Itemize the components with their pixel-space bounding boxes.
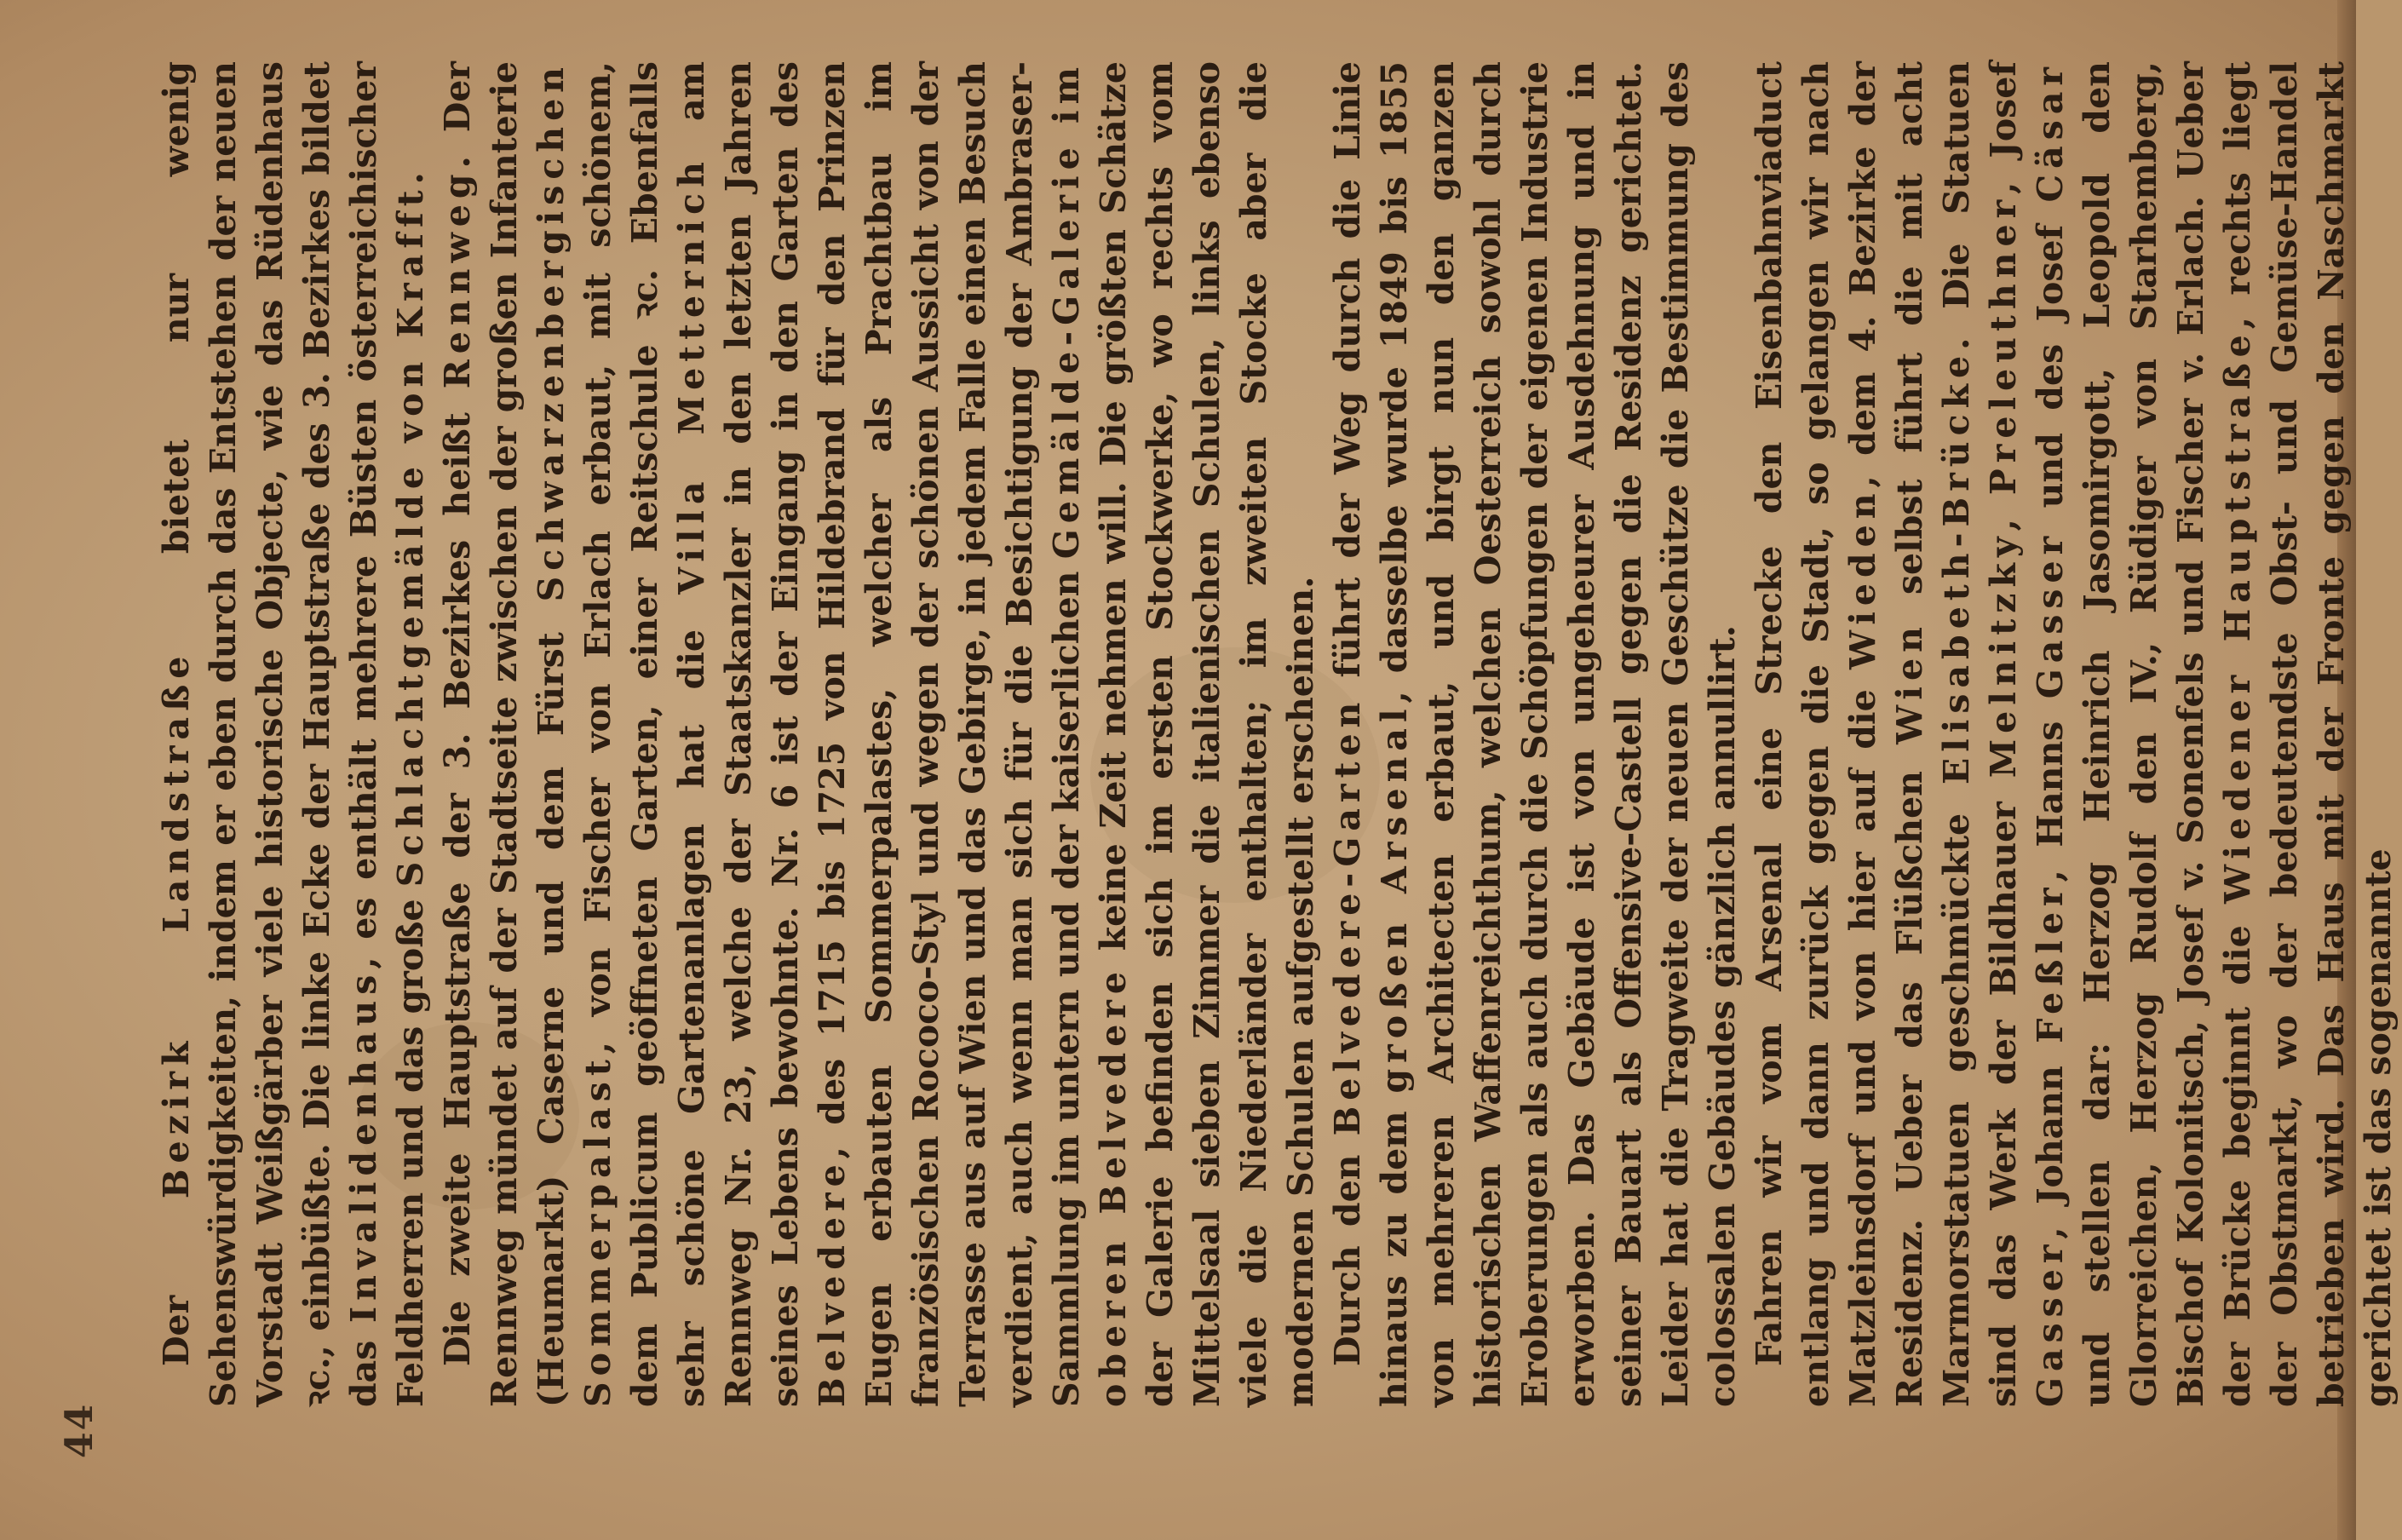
emphasized-text: Wiedener Hauptstraße xyxy=(2217,329,2258,904)
text-run: Fahren wir vom Arsenal eine Strecke den Eisenbahnviaduct entlang und dann zurück gegen die Stadt, so gelangen wir nach Matzleinsdorf und von hier auf die xyxy=(1749,61,1883,1407)
text-run: . Die Statuen sind das Werk der Bildhauer xyxy=(1936,61,2024,1407)
emphasized-text: Gemälde-Galerie im oberen Belvedere xyxy=(1046,61,1134,1407)
emphasized-text: Preleuthner xyxy=(1983,193,2024,496)
text-run: , Josef xyxy=(1983,61,2024,194)
text-run: , dem 4. Bezirke der Residenz. Ueber das Flüßchen xyxy=(1842,61,1930,1407)
text-run: und stellen dar: Herzog Heinrich Jasomirgott, Leopold den Glorreichen, Herzog Rudolf den IV., Rüdiger von Starhemberg, Bischof Kolonitsch, Josef v. Sonenfels und Fischer v. Erlach. Ueber der Brücke beginnt die xyxy=(2077,61,2258,1407)
text-run: am Rennweg Nr. 23, welche der Staatskanzler in den letzten Jahren seines Lebens bewohnte. Nr. 6 ist der Eingang in den Garten des xyxy=(671,61,806,1407)
emphasized-text: Bezirk Landstraße xyxy=(156,650,197,1199)
text-run: . xyxy=(390,172,431,185)
emphasized-text: Wien xyxy=(1889,621,1930,744)
text-run: , es enthält mehrere Büsten österreichischer Feldherren und das große xyxy=(343,61,431,1407)
text-run: , Hanns xyxy=(2030,698,2071,882)
text-run: , rechts liegt der Obstmarkt, wo der bedeutendste Obst- und Gemüse-Handel betrieben wird. Das Haus mit der Fronte gegen den Naschmarkt gerichtet ist das sogenannte xyxy=(2217,61,2399,1407)
emphasized-text: Villa Metternich xyxy=(671,156,712,595)
emphasized-text: Gasser xyxy=(2030,530,2071,699)
text-run: keine Zeit nehmen will. Die größten Schätze der Galerie befinden sich im ersten Stockwerke, wo rechts vom Mittelsaal sieben Zimmer die italienischen Schulen, links ebenso viele die Niederländer enthalten; im zweiten Stocke aber die modernen Schulen aufgestellt erscheinen. xyxy=(1093,61,1321,1407)
emphasized-text: Invalidenhaus xyxy=(343,968,384,1324)
emphasized-text: Feßler xyxy=(2030,882,2071,1043)
page-number: 44 xyxy=(58,1402,101,1458)
emphasized-text: großen Arsenal xyxy=(1374,703,1415,1094)
paragraph xyxy=(1325,61,1746,1407)
text-run: selbst führt die mit acht Marmorstatuen geschmückte xyxy=(1889,61,1977,1407)
paragraph xyxy=(1746,61,2402,1407)
emphasized-text: Gasser xyxy=(2030,1238,2071,1407)
emphasized-text: Elisabeth-Brücke xyxy=(1936,349,1977,785)
emphasized-text: Rennweg xyxy=(437,168,478,389)
paragraph xyxy=(434,61,1325,1407)
emphasized-text: Cäsar xyxy=(2030,61,2071,203)
text-run: , des 1715 bis 1725 von Hildebrand für den Prinzen Eugen erbauten Sommerpalastes, welcher als Prachtbau im französischen Rococo-Styl und wegen der schönen Aussicht von der Terrasse aus auf Wien und das Gebirge, in jedem Falle einen Besuch verdient, auch wenn man sich für die Besichtigung der Ambraser-Sammlung im untern und der kaiserlichen xyxy=(812,61,1087,1407)
text-run: Die zweite Hauptstraße der 3. Bezirkes heißt xyxy=(437,388,478,1366)
text-run: Durch den xyxy=(1327,1135,1368,1366)
emphasized-text: Melnitzky xyxy=(1983,531,2024,779)
body-text xyxy=(153,60,2399,1407)
emphasized-text: Schwarzenbergischen Sommerpalast xyxy=(531,61,618,1407)
text-run: bietet nur wenig Sehenswürdigkeiten, indem er eben durch das Entstehen der neuen Vorstadt Weißgärber viele historische Objecte, wie das Rüdenhaus ꝛc., einbüßte. Die linke Ecke der Hauptstraße des 3. Bezirkes bildet das xyxy=(156,61,384,1407)
text-run: und des Josef xyxy=(2030,202,2071,531)
emphasized-text: Schlachtgemälde von Krafft xyxy=(390,184,431,888)
text-run: . Der Rennweg mündet auf der Stadtseite zwischen der großen Infanterie (Heumarkt) Caserne und dem Fürst xyxy=(437,61,572,1407)
text-run: Der xyxy=(156,1198,197,1366)
paragraph xyxy=(153,61,434,1407)
text-run: , xyxy=(1983,495,2024,532)
emphasized-text: Wieden xyxy=(1842,487,1883,669)
emphasized-text: Belvedere-Garten xyxy=(1327,696,1368,1136)
text-run: , von Fischer von Erlach erbaut, mit schönem, dem Publicum geöffneten Garten, einer Reitschule ꝛc. Ebenfalls sehr schöne Gartenanlagen hat die xyxy=(578,61,712,1407)
text-run: , dasselbe wurde 1849 bis 1855 von mehreren Architecten erbaut, und birgt nun den ganzen historischen Waffenreichthum, welchen Oesterreich sowohl durch Eroberungen als auch durch die Schöpfungen der eigenen Industrie erworben. Das Gebäude ist von ungeheurer Ausdehnung und in seiner Bauart als Offensive-Castell gegen die Residenz gerichtet. Leider hat die Tragweite der neuen Geschütze die Bestimmung des colossalen Gebäudes gänzlich annullirt. xyxy=(1374,60,1743,1407)
emphasized-text: Belvedere xyxy=(812,1158,853,1407)
text-run: , Johann xyxy=(2030,1043,2071,1239)
text-run: führt der Weg durch die Linie hinaus zu dem xyxy=(1327,61,1415,1407)
